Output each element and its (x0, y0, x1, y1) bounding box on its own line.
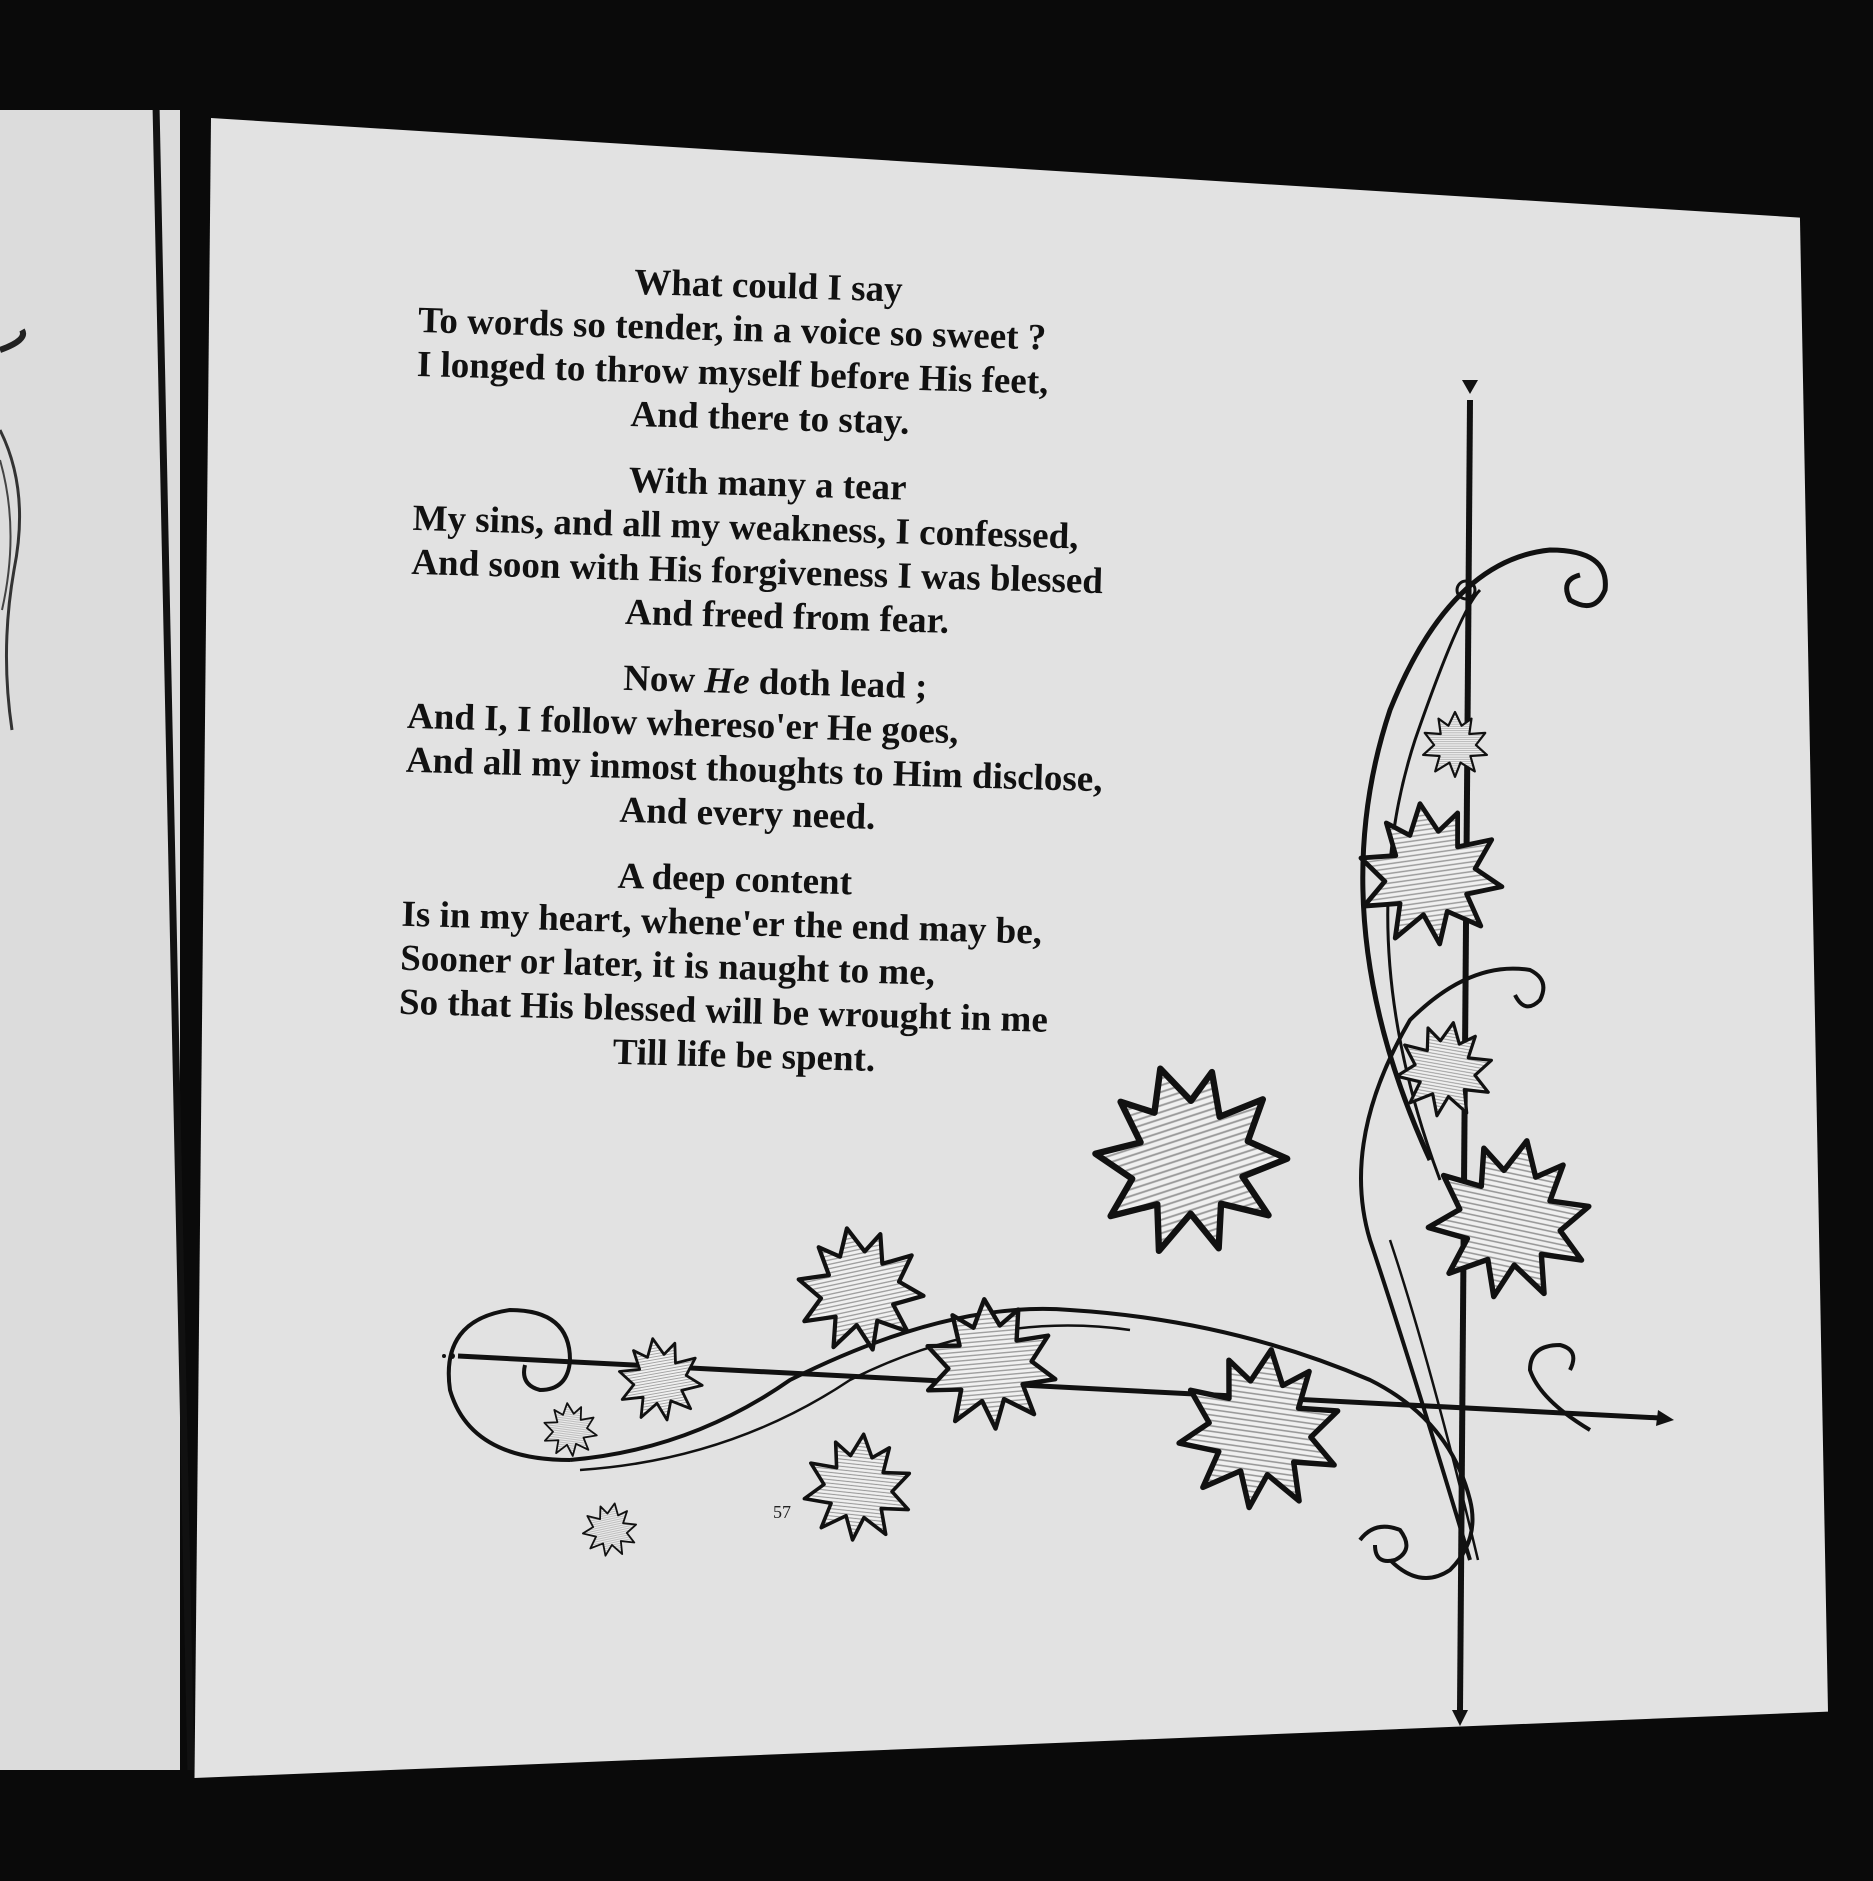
poem-line: To words so tender, in a voice so sweet ? (417, 299, 1047, 359)
poem-line: So that His blessed will be wrought in me (398, 981, 1049, 1041)
poem-word: Now (622, 657, 696, 701)
poem-line: A deep content (617, 855, 853, 904)
poem-line: And I, I follow whereso'er He goes, (406, 695, 960, 753)
poem-line: With many a tear (628, 459, 908, 509)
poem-word-emphasis: He (703, 660, 751, 703)
poem-line: Sooner or later, it is naught to me, (399, 937, 936, 994)
poem-line: Is in my heart, whene'er the end may be, (401, 893, 1043, 953)
poem-line: And there to stay. (630, 393, 910, 443)
poem-line: My sins, and all my weakness, I confessed, (412, 497, 1080, 558)
left-page-ornament (0, 310, 40, 770)
poem-line: And freed from fear. (624, 591, 950, 642)
poem-line: Till life be spent. (612, 1031, 876, 1081)
page-number: 57 (773, 1502, 791, 1522)
poem-line: And all my inmost thoughts to Him disclose, (405, 739, 1104, 801)
facing-page (0, 110, 180, 1770)
poem-line: And every need. (619, 789, 876, 838)
vine-leaf-ornament (430, 380, 1690, 1760)
poem-line: And soon with His forgiveness I was blessed (410, 541, 1104, 603)
poem-line: I longed to throw myself before His feet, (416, 343, 1049, 403)
poem-word: doth lead ; (758, 661, 928, 708)
poem-line: What could I say (633, 262, 904, 311)
